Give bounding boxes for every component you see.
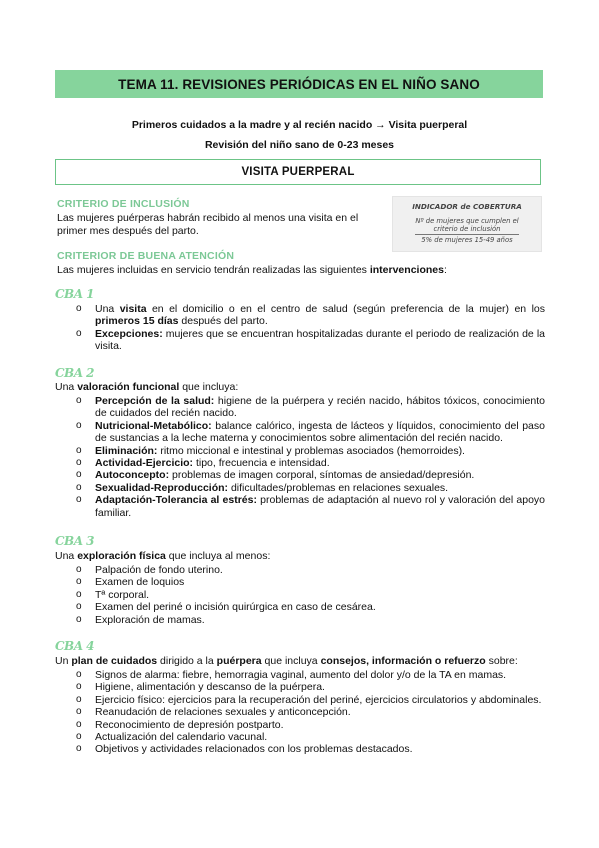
bullet-icon: o xyxy=(76,419,82,431)
bullet-icon: o xyxy=(76,494,82,506)
cba4-label: CBA 4 xyxy=(55,639,95,653)
cba2-list xyxy=(76,395,545,519)
bullet-icon: o xyxy=(76,588,82,600)
cba3-label: CBA 3 xyxy=(55,534,95,548)
indicator-numerator: Nº de mujeres que cumplen el criterio de inclusión xyxy=(415,217,519,233)
list-item: o Eliminación: ritmo miccional e intestinal y problemas asociados (hemorroides). xyxy=(76,444,465,457)
list-item: o Higiene, alimentación y descanso de la puérpera. xyxy=(76,681,325,694)
list-item: o Tª corporal. xyxy=(76,588,150,601)
fraction-line xyxy=(415,234,519,235)
cba2-intro: Una valoración funcional que incluya: xyxy=(55,381,239,393)
buena-atencion-text: Las mujeres incluidas en servicio tendrán realizadas las siguientes intervenciones: xyxy=(57,264,447,276)
list-item: o Reanudación de relaciones sexuales y anticoncepción. xyxy=(76,706,351,719)
bullet-icon: o xyxy=(76,564,82,575)
cba4-intro: Un plan de cuidados dirigido a la puérpera que incluya consejos, información o refuerzo sobre: xyxy=(55,655,518,667)
list-item: o Sexualidad-Reproducción: dificultades/problemas en relaciones sexuales. xyxy=(76,481,449,494)
indicator-title: INDICADOR de COBERTURA xyxy=(412,202,522,211)
list-item: o Palpación de fondo uterino. xyxy=(76,564,223,576)
bullet-icon: o xyxy=(76,576,82,588)
cba3-list xyxy=(76,564,545,626)
buena-atencion-heading: CRITERIOR DE BUENA ATENCIÓN xyxy=(57,250,235,262)
list-item: o Exploración de mamas. xyxy=(76,613,205,626)
cba4-list xyxy=(76,669,545,756)
bullet-icon: o xyxy=(76,731,82,743)
bullet-icon: o xyxy=(76,395,82,406)
coverage-indicator xyxy=(392,196,542,252)
bullet-icon: o xyxy=(76,743,82,755)
bullet-icon: o xyxy=(76,444,82,456)
bullet-icon: o xyxy=(76,669,82,680)
bullet-icon: o xyxy=(76,613,82,625)
page-title: TEMA 11. REVISIONES PERIÓDICAS EN EL NIÑO SANO xyxy=(55,70,543,98)
subtitle-revision-nino-sano: Revisión del niño sano de 0-23 meses xyxy=(204,139,395,151)
inclusion-heading: CRITERIO DE INCLUSIÓN xyxy=(57,198,190,210)
bullet-icon: o xyxy=(76,469,82,481)
section-visita-puerperal: VISITA PUERPERAL xyxy=(55,159,541,185)
bullet-icon: o xyxy=(76,327,82,339)
list-item: o Nutricional-Metabólico: balance calórico, ingesta de lácteos y líquidos, conocimiento del paso de sustancias a la leche materna y conocimientos sobre alimentación del recién nacido. xyxy=(76,419,545,445)
indicator-denominator: 5% de mujeres 15-49 años xyxy=(421,236,513,244)
cba3-intro: Una exploración física que incluya al menos: xyxy=(55,550,271,562)
list-item: o Examen del periné o incisión quirúrgica en caso de cesárea. xyxy=(76,601,376,614)
cba1-list xyxy=(76,303,545,353)
list-item: o Examen de loquios xyxy=(76,576,185,589)
list-item: o Excepciones: mujeres que se encuentran hospitalizadas durante el periodo de realización de la visita. xyxy=(76,327,545,353)
bullet-icon: o xyxy=(76,681,82,693)
inclusion-text: Las mujeres puérperas habrán recibido al menos una visita en el primer mes después del parto. xyxy=(57,212,359,237)
list-item: o Reconocimiento de depresión postparto. xyxy=(76,718,284,731)
list-item: o Signos de alarma: fiebre, hemorragia vaginal, aumento del dolor y/o de la TA en mamas. xyxy=(76,669,507,681)
list-item: o Una visita en el domicilio o en el centro de salud (según preferencia de la mujer) en los primeros 15 días después del parto. xyxy=(76,303,545,328)
bullet-icon: o xyxy=(76,481,82,493)
list-item: o Adaptación-Tolerancia al estrés: problemas de adaptación al nuevo rol y valoración del apoyo familiar. xyxy=(76,494,546,519)
bullet-icon: o xyxy=(76,303,82,314)
subtitle-primeros-cuidados: Primeros cuidados a la madre y al recién nacido → Visita puerperal xyxy=(131,119,468,131)
list-item: o Objetivos y actividades relacionados con los problemas destacados. xyxy=(76,743,413,756)
bullet-icon: o xyxy=(76,601,82,613)
bullet-icon: o xyxy=(76,718,82,730)
cba1-label: CBA 1 xyxy=(55,287,95,301)
list-item: o Percepción de la salud: higiene de la puérpera y recién nacido, hábitos tóxicos, conocimiento de cuidados del recién nacido. xyxy=(76,395,545,420)
bullet-icon: o xyxy=(76,706,82,718)
bullet-icon: o xyxy=(76,457,82,469)
cba2-label: CBA 2 xyxy=(55,366,95,380)
list-item: o Ejercicio físico: ejercicios para la recuperación del periné, ejercicios circulatorios y abdominales. xyxy=(76,693,542,706)
bullet-icon: o xyxy=(76,693,82,705)
list-item: o Actualización del calendario vacunal. xyxy=(76,731,268,744)
list-item: o Actividad-Ejercicio: tipo, frecuencia e intensidad. xyxy=(76,457,330,470)
list-item: o Autoconcepto: problemas de imagen corporal, síntomas de ansiedad/depresión. xyxy=(76,469,475,482)
